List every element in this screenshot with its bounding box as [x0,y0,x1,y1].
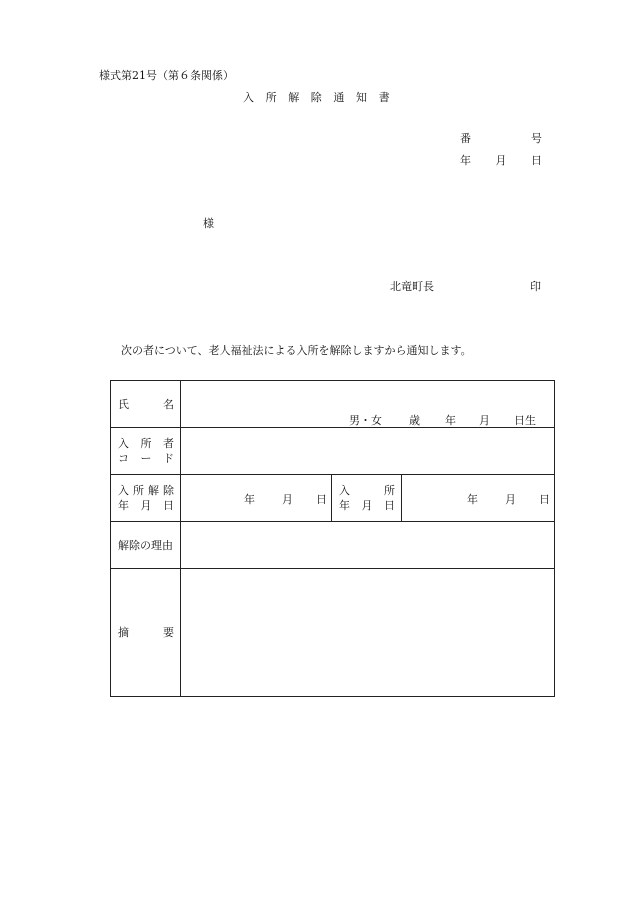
notice-text: 次の者について、老人福祉法による入所を解除しますから通知します。 [121,344,472,357]
label-char: 月 [140,499,152,512]
label-char: 所 [384,484,395,497]
label-char: 入 [339,484,350,497]
release-year-label: 年 [244,493,255,506]
name-value-cell[interactable] [181,381,555,428]
label-char: 所 [133,484,144,497]
reason-field[interactable] [181,522,555,569]
issuer-title: 北竜町長 [390,280,434,293]
resident-code-label-2 [118,451,174,466]
admit-date-label-cell [332,475,402,522]
label-char: 入 [118,437,129,450]
name-label-char: 氏 [118,397,129,411]
label-char: 年 [339,499,350,512]
release-form-table [110,380,555,697]
label-char: 解 [148,484,159,497]
document-title: 入 所 解 除 通 知 書 [243,91,390,104]
resident-code-row [111,428,555,475]
label-char: 年 [118,499,129,512]
reason-label: 解除の理由 [111,522,181,569]
date-year: 年 [460,154,471,167]
release-date-field[interactable] [181,475,332,522]
admit-year-label: 年 [467,493,478,506]
label-char: 所 [140,437,152,450]
age-unit: 歳 [409,414,420,427]
release-date-label-2 [118,498,174,513]
gender-field[interactable]: 男・女 [349,414,382,427]
label-char: コ [118,452,129,465]
resident-code-field[interactable] [181,428,555,475]
admit-date-label-2 [339,498,395,513]
number-kanji: 番 [460,132,471,145]
summary-label [118,625,174,640]
label-char: 除 [163,484,174,497]
name-row [111,381,555,428]
label-char: ド [163,452,174,465]
summary-field[interactable] [181,569,555,697]
summary-row [111,569,555,697]
document-number [460,130,542,146]
birth-month-label: 月 [479,414,490,427]
admit-date-label-1 [339,483,395,498]
label-char: 入 [118,484,129,497]
release-month-label: 月 [282,493,293,506]
resident-code-label-cell [111,428,181,475]
form-number: 様式第21号（第６条関係） [99,69,234,82]
name-label [118,397,174,412]
name-label-cell [111,381,181,428]
label-char: 要 [163,626,174,639]
birth-year-label: 年 [445,414,456,427]
reason-row [111,522,555,569]
label-char: 月 [361,499,373,512]
resident-code-label-1 [118,436,174,451]
release-date-label-1 [118,483,174,498]
label-char: 日 [163,499,174,512]
date-month: 月 [495,154,507,167]
date-day: 日 [531,154,542,167]
admit-month-label: 月 [505,493,516,506]
release-day-label: 日 [316,493,327,506]
dates-row [111,475,555,522]
recipient-suffix: 様 [203,217,214,230]
label-char: 日 [384,499,395,512]
document-date [460,152,542,168]
summary-label-cell [111,569,181,697]
seal-mark: 印 [530,280,541,293]
label-char: 摘 [118,626,129,639]
name-label-char: 名 [163,397,174,411]
birth-day-label: 日生 [514,414,536,427]
admit-date-field[interactable] [402,475,555,522]
admit-day-label: 日 [539,493,550,506]
label-char: ー [140,452,152,465]
number-suffix: 号 [531,132,542,145]
label-char: 者 [163,437,174,450]
release-date-label-cell [111,475,181,522]
